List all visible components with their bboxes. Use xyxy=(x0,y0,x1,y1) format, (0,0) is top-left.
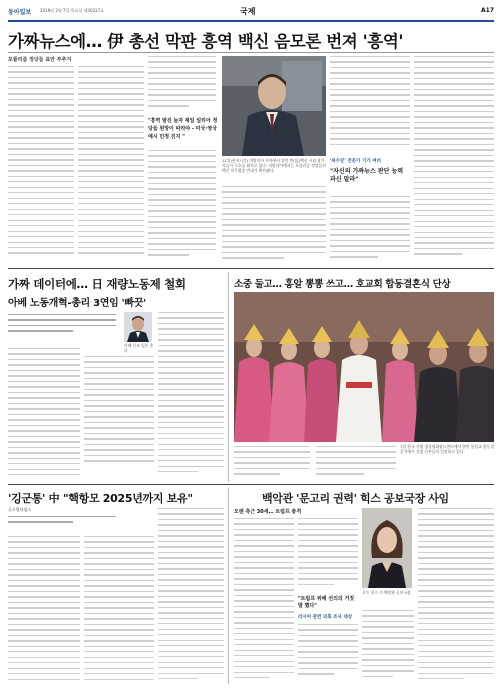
article5-col2 xyxy=(298,518,358,588)
article1-col6 xyxy=(414,56,494,262)
abe-caption: 아베 신조 일본 총리 xyxy=(124,343,154,353)
wedding-caption: 7일 한국 가평 청심평화월드센터에서 열린 통일교 합동결혼식에서 신랑 신부들이 입장하고 있다. xyxy=(400,444,494,454)
article4-lead xyxy=(8,516,116,532)
article4-byline: 글로벌타임스 xyxy=(8,507,32,512)
hicks-caption: 호프 힉스 미 백악관 공보국장 xyxy=(362,590,411,595)
hicks-photo xyxy=(362,508,412,588)
article4-col3 xyxy=(158,508,224,684)
article4-col2 xyxy=(84,536,154,684)
abe-photo xyxy=(124,312,152,342)
article5-box-sub1: "트럼프 위해 선의의 거짓말 했다" xyxy=(298,596,355,609)
article5-subhead: 오랜 측근 30세… 트럼프 충격 xyxy=(234,509,302,515)
article5-box-sub2: 러시아 관련 의혹 조사 대상 xyxy=(298,615,353,620)
section-divider-2 xyxy=(8,484,494,485)
article1-photo-caption: 11일(현지시간) 이탈리아 로마에서 열린 반(反)백신 시위 참가자들이 구호를 외치고 있다. 이탈리아에서는 포퓰리즘 정당들의 백신 의무접종 반대가 확산됐다. xyxy=(222,158,326,173)
article1-col2 xyxy=(78,66,144,262)
article5-col3 xyxy=(362,610,414,684)
newspaper-logo: 동아일보 xyxy=(8,9,32,16)
article1-col4 xyxy=(222,186,326,262)
article1-subhead: "흥역 발진 늘자 제일 일리아 정당들 원망이 따라야 - 미국·영국 예시 민정 진지 " xyxy=(148,118,218,140)
wedding-photo xyxy=(234,292,494,442)
article5-col4 xyxy=(418,508,494,684)
article1-headline: 가짜뉴스에… 伊 총선 막판 흥역 백신 음모론 번져 '흥역' xyxy=(8,32,404,51)
article2-col3 xyxy=(158,312,224,476)
article5-headline: 백악관 '문고리 권력' 힉스 공보국장 사임 xyxy=(262,492,449,505)
article1-byline: 포퓰리즘 정당들 표만 부추겨 xyxy=(8,57,72,63)
article2-lead xyxy=(8,314,116,342)
article1-col3-top xyxy=(148,56,216,112)
article1-col5 xyxy=(330,56,410,154)
section-divider-1 xyxy=(8,268,494,269)
article4-col1 xyxy=(8,536,80,684)
article2-col2 xyxy=(84,356,154,476)
article3-col1 xyxy=(234,446,310,480)
article5-col1 xyxy=(234,518,294,684)
article5-col2b xyxy=(298,624,358,684)
headline-divider xyxy=(8,52,494,53)
article1-col3-bottom xyxy=(148,150,216,262)
masthead xyxy=(8,6,494,22)
article3-col2 xyxy=(316,446,396,480)
page-number: A17 xyxy=(481,7,494,14)
article1-photo xyxy=(222,56,326,156)
article2-headline: 가짜 데이터에… 日 재량노동제 철회 xyxy=(8,277,186,291)
box1-headline: "자신의 가짜뉴스 판단 능력 과신 말라" xyxy=(330,168,404,183)
column-divider-2 xyxy=(228,488,229,684)
article1-col1 xyxy=(8,66,74,262)
article3-headline: 소중 둘고… 홍알 뽕뽕 쓰고… 호교회 합동결혼식 단상 xyxy=(234,279,451,290)
section-title: 국제 xyxy=(240,7,256,16)
column-divider xyxy=(228,272,229,482)
article2-subhead: 아베 노동개혁-총리 3연임 '빠끗' xyxy=(8,298,146,309)
issue-info: 2019년 2월 7일 목요일 제30337호 xyxy=(40,8,104,13)
box1-subhead: '파수꾼' 전문가 기가 여러 xyxy=(330,159,381,164)
article4-headline: '깅군통' 中 "핵항모 2025년까지 보유" xyxy=(8,492,193,505)
box1-body xyxy=(330,196,410,262)
